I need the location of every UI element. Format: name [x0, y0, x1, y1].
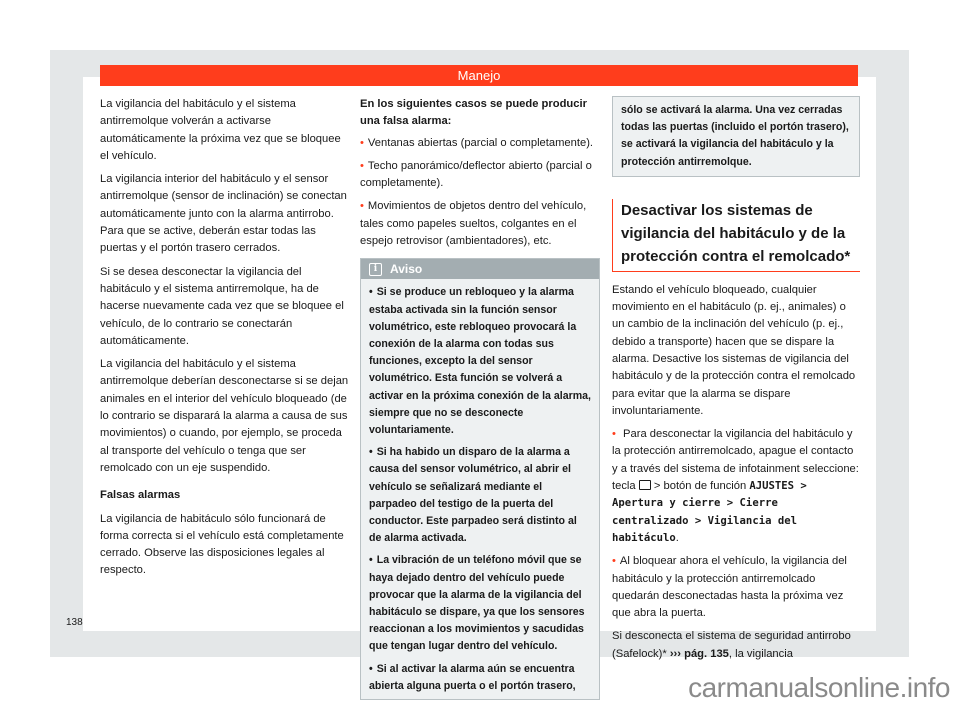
false-alarm-intro: En los siguientes casos se puede producir una falsa alarma:	[360, 98, 587, 128]
subheading-falsas-alarmas: Falsas alarmas	[100, 489, 181, 502]
aviso-item: • Si al activar la alarma aún se encuentra abierta alguna puerta o el portón trasero,	[369, 661, 591, 695]
list-item: • Techo panorámico/deflector abierto (parcial o completamente).	[360, 158, 600, 193]
section-title: Desactivar los sistemas de vigilancia del habitáculo y de la protección contra el remolcado*	[612, 199, 860, 272]
paragraph: La vigilancia del habitáculo y el sistema antirremolque volverán a activarse automáticamente la próxima vez que se bloquee el vehículo.	[100, 98, 341, 162]
watermark: carmanualsonline.info	[688, 672, 950, 703]
aviso-box	[360, 258, 600, 700]
paragraph: La vigilancia interior del habitáculo y el sensor antirremolque (sensor de inclinación) se conectan automáticamente junto con la alarma antirrobo. Para que se active, deberán estar todas las puertas y el portón trasero cerrados.	[100, 173, 347, 255]
aviso-body	[361, 279, 599, 699]
list-item: • Ventanas abiertas (parcial o completamente).	[360, 135, 600, 152]
aviso-item: • Si se produce un rebloqueo y la alarma estaba activada sin la función sensor volumétrico, este rebloqueo provocará la conexión de la alarma con todas sus funciones, excepto la del sensor volumétrico. Esta función se volverá a activar en la próxima conexión de la alarma, siempre que no se desconecte voluntariamente.	[369, 284, 591, 439]
section-header: Manejo	[100, 65, 858, 86]
column-2	[360, 96, 600, 700]
aviso-item: • La vibración de un teléfono móvil que se haya dejado dentro del vehículo puede provocar que la alarma de la vigilancia del habitáculo se dispare, ya que los sensores reaccionan a los movimientos y sacudidas que tengan lugar dentro del vehículo.	[369, 552, 591, 655]
paragraph: Si se desea desconectar la vigilancia del habitáculo y el sistema antirremolque, ha de hacerse nuevamente cada vez que se bloquee el vehículo, de lo contrario se conectarán automáticamente.	[100, 265, 344, 347]
paragraph: Si desconecta el sistema de seguridad antirrobo (Safelock)* ››› pág. 135, la vigilancia	[612, 630, 851, 660]
list-item: • Movimientos de objetos dentro del vehículo, tales como papeles sueltos, colgantes en el espejo retrovisor (ambientadores), etc.	[360, 198, 600, 250]
column-3	[612, 96, 860, 669]
instruction-item: • Para desconectar la vigilancia del habitáculo y la protección antirremolcado, apague el contacto y a través del sistema de infotainment seleccione: tecla > botón de función AJUSTES > Apertura y cierre > Cierre centralizado > Vigilancia del habitáculo.	[612, 426, 860, 547]
aviso-item: • Si ha habido un disparo de la alarma a causa del sensor volumétrico, al abrir el vehículo se señalizará mediante el parpadeo del testigo de la puerta del conductor. Este parpadeo será distinto al de alarma activada.	[369, 444, 591, 547]
info-icon: i	[369, 263, 382, 276]
paragraph: Estando el vehículo bloqueado, cualquier movimiento en el habitáculo (p. ej., animales) o un cambio de la inclinación del vehículo (p. ej., debido a transporte) hacen que se dispare la alarma. Desactive los sistemas de vigilancia del habitáculo y de la protección contra el remolcado para evitar que la alarma se dispare involuntariamente.	[612, 283, 856, 417]
column-1	[100, 96, 350, 586]
car-menu-icon	[639, 480, 651, 490]
paragraph: La vigilancia de habitáculo sólo funcionará de forma correcta si el vehículo está completamente cerrado. Observe las disposiciones legales al respecto.	[100, 512, 344, 577]
menu-path: AJUSTES > Apertura y cierre > Cierre centralizado > Vigilancia del habitáculo	[612, 480, 807, 544]
aviso-continued: sólo se activará la alarma. Una vez cerradas todas las puertas (incluido el portón trasero), se activará la vigilancia del habitáculo y la protección antirremolque.	[612, 96, 860, 177]
aviso-header	[361, 259, 599, 279]
paragraph: La vigilancia del habitáculo y el sistema antirremolque deberían desconectarse si se dejan animales en el interior del vehículo bloqueado (de lo contrario se disparará la alarma a causa de sus movimientos) o cuando, por ejemplo, se proceda al transporte del vehículo o tenga que ser remolcado con un eje suspendido.	[100, 358, 349, 474]
page-reference-link[interactable]: ››› pág. 135	[669, 647, 729, 660]
aviso-title: Aviso	[390, 262, 423, 277]
instruction-item: • Al bloquear ahora el vehículo, la vigilancia del habitáculo y la protección antirremolcado quedarán desconectadas hasta la próxima vez que abra la puerta.	[612, 553, 860, 622]
page-number: 138	[66, 617, 83, 628]
